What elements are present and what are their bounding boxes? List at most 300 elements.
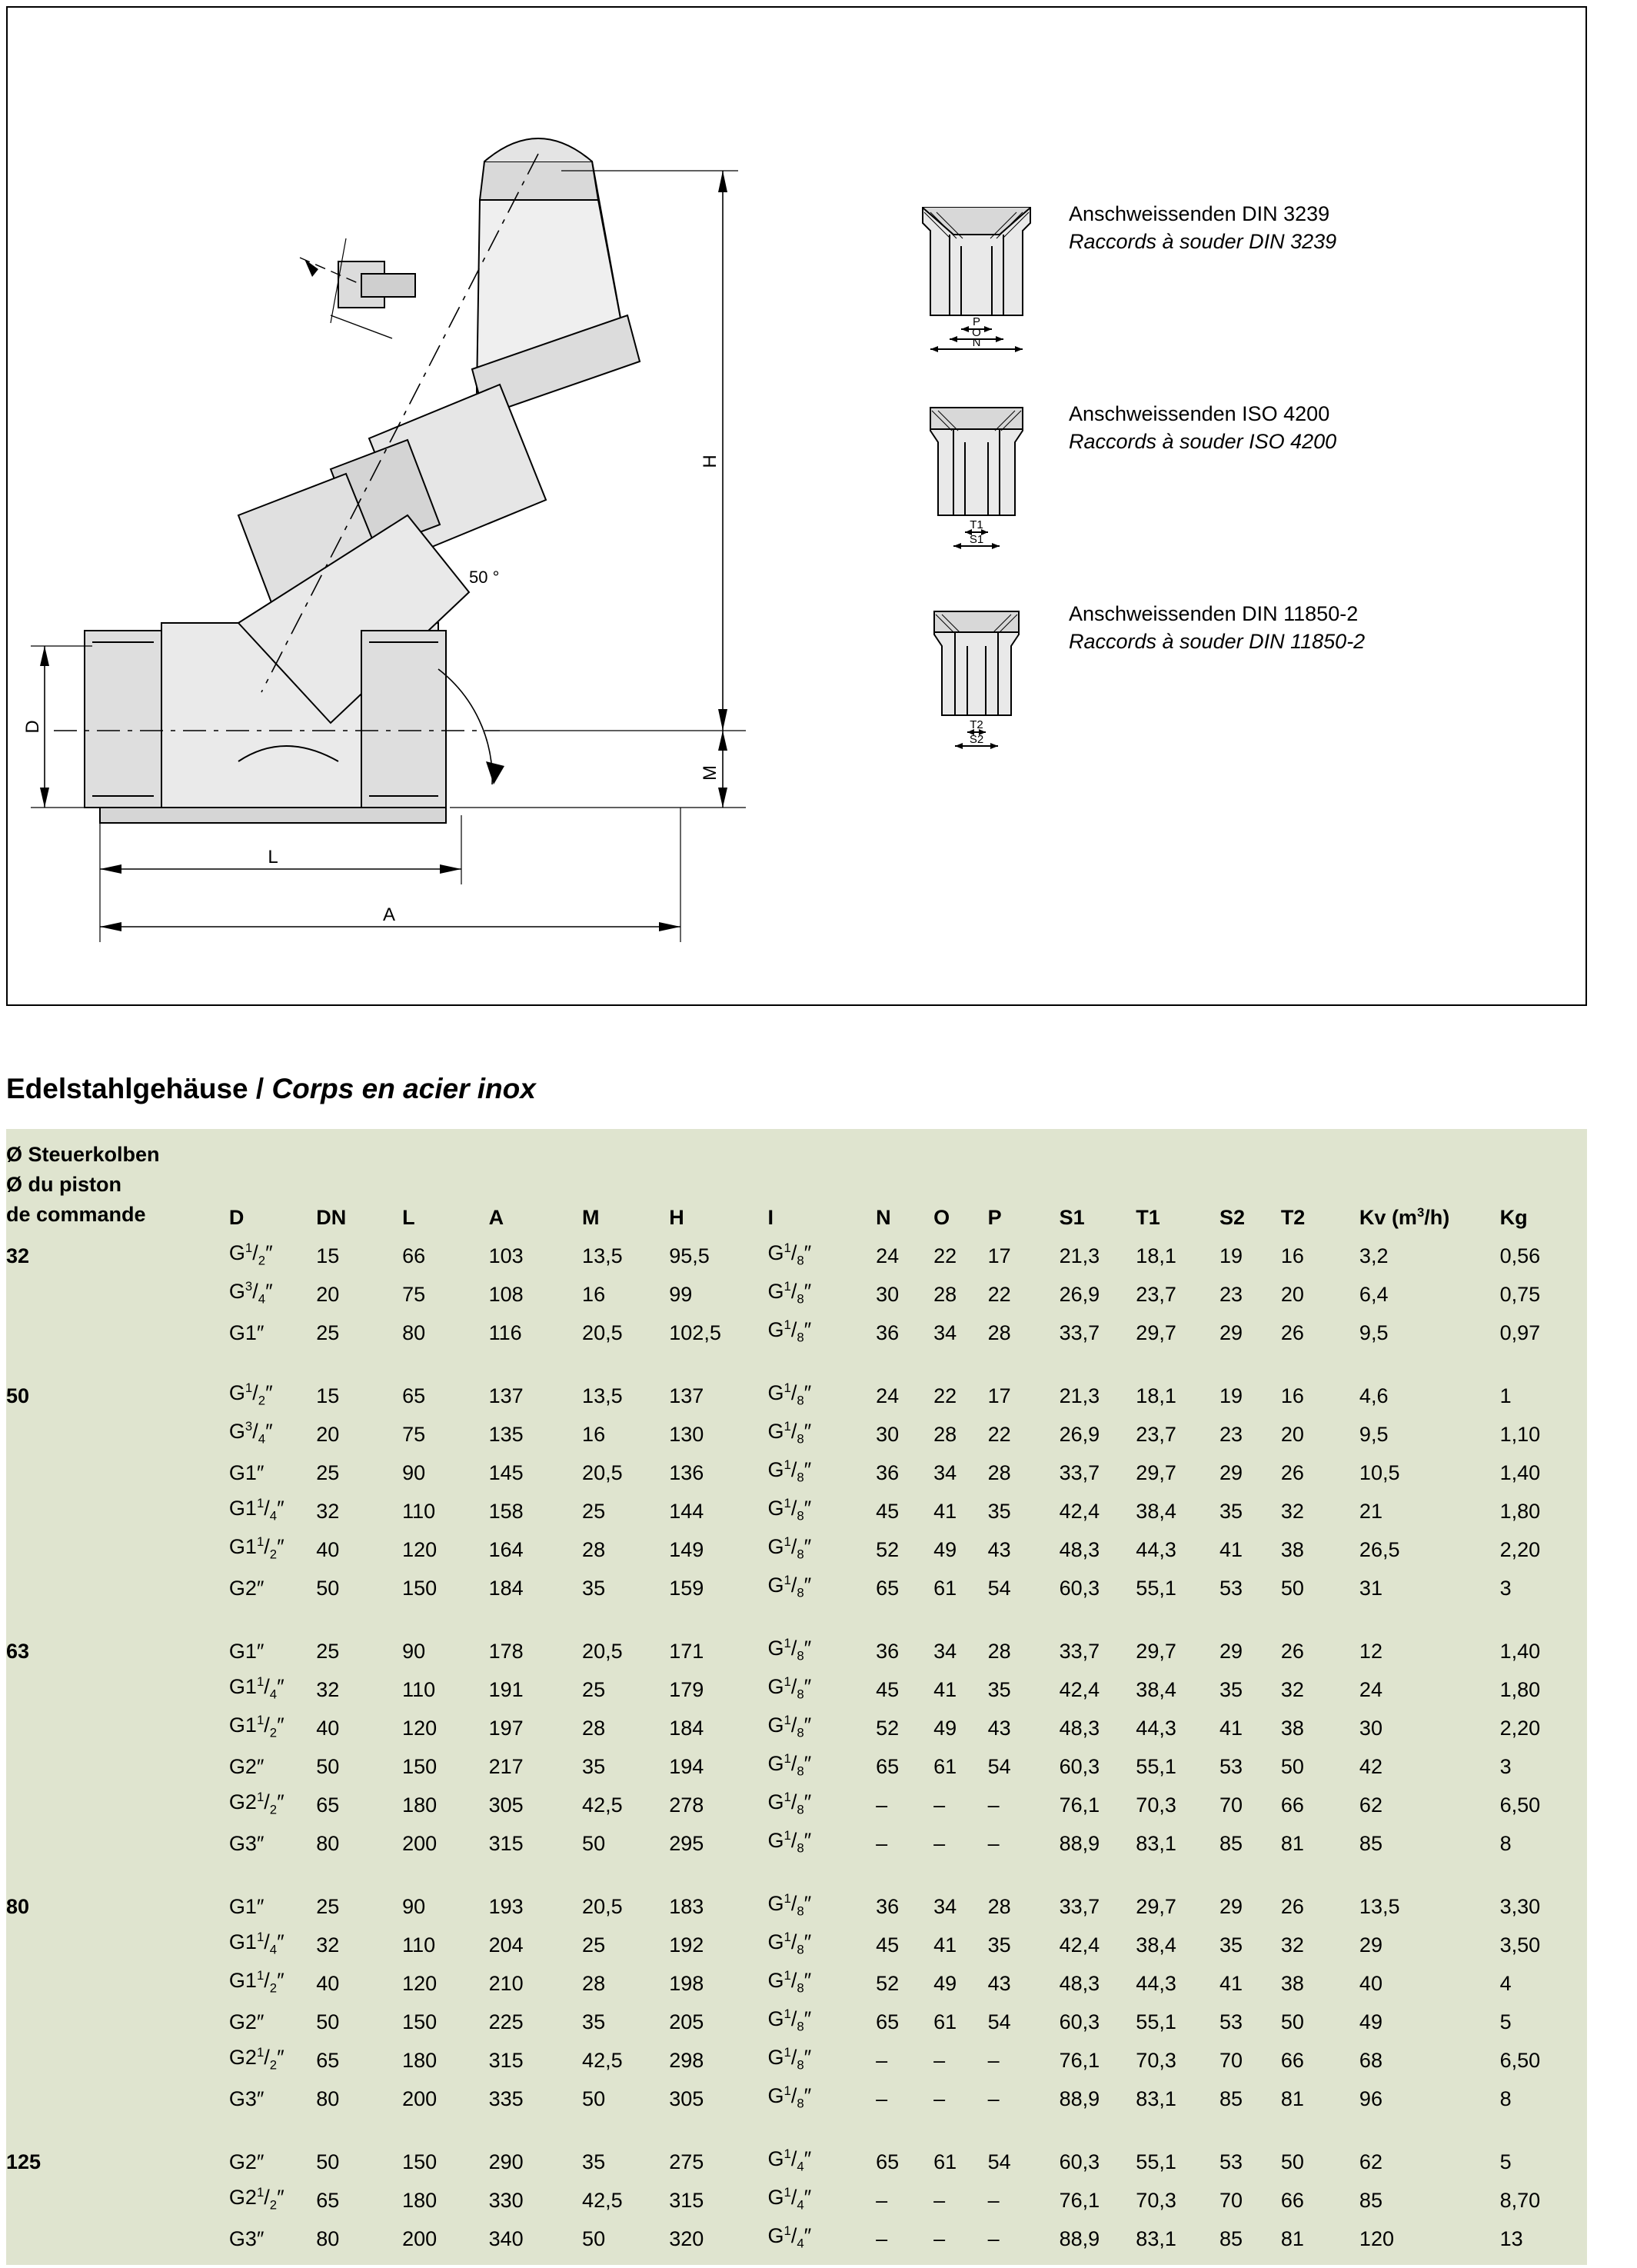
dim-N-label: N	[972, 336, 981, 349]
cell-N: –	[876, 2087, 888, 2111]
cell-Kv: 42	[1359, 1755, 1382, 1779]
table-row	[6, 1779, 1587, 1817]
cell-L: 180	[402, 2049, 438, 2073]
table-row	[6, 1562, 1587, 1600]
cell-T2: 38	[1280, 1717, 1304, 1740]
cell-Kv: 9,5	[1359, 1423, 1389, 1447]
cell-O: 34	[933, 1461, 957, 1485]
piston-group-empty	[6, 1702, 229, 1740]
cell-Kv: 62	[1359, 2150, 1382, 2174]
cell-D: G2″	[228, 2150, 265, 2174]
cell-A: 315	[488, 1832, 524, 1856]
cell-H: 130	[669, 1423, 704, 1447]
piston-group-empty	[6, 1524, 229, 1562]
dim-M-label: M	[700, 765, 720, 781]
cell-S1: 26,9	[1059, 1423, 1100, 1447]
cell-S2: 41	[1219, 1717, 1243, 1740]
table-row	[6, 1408, 1587, 1447]
cell-DN: 50	[316, 2150, 340, 2174]
piston-group-empty	[6, 1408, 229, 1447]
cell-Kv: 85	[1359, 2189, 1382, 2213]
dim-H-label: H	[700, 455, 720, 468]
cell-P: 28	[987, 1640, 1011, 1664]
cell-M: 42,5	[582, 1793, 623, 1817]
cell-P: 28	[987, 1461, 1011, 1485]
table-row	[6, 1817, 1587, 1856]
cell-Kg: 1,80	[1499, 1500, 1541, 1524]
cell-O: 28	[933, 1283, 957, 1307]
cell-P: –	[987, 2087, 1000, 2111]
cell-DN: 80	[316, 2227, 340, 2251]
piston-group-empty	[6, 1485, 229, 1524]
cell-D: G1″	[228, 1461, 265, 1485]
cell-S1: 26,9	[1059, 1283, 1100, 1307]
cell-N: 65	[876, 2150, 900, 2174]
cell-Kg: 2,20	[1499, 1717, 1541, 1740]
piston-group-empty	[6, 1919, 229, 1957]
cell-DN: 32	[316, 1678, 340, 1702]
cell-P: –	[987, 2049, 1000, 2073]
cell-D: $G1^1/_4''$	[228, 1930, 284, 1957]
cell-DN: 15	[316, 1384, 340, 1408]
cell-A: 103	[488, 1244, 524, 1268]
table-row	[6, 1996, 1587, 2034]
cell-S2: 35	[1219, 1678, 1243, 1702]
piston-head-line2: Ø du piston	[6, 1173, 121, 1197]
cell-P: 22	[987, 1283, 1011, 1307]
cell-L: 150	[402, 1755, 438, 1779]
piston-group-empty	[6, 2034, 229, 2073]
cell-S2: 29	[1219, 1461, 1243, 1485]
cell-T2: 32	[1280, 1933, 1304, 1957]
cell-I: $G^1/_8''$	[767, 1496, 812, 1524]
cell-H: 179	[669, 1678, 704, 1702]
cell-N: 36	[876, 1461, 900, 1485]
cell-T2: 66	[1280, 2189, 1304, 2213]
cell-S2: 41	[1219, 1538, 1243, 1562]
weld-end-din-3239-figure	[907, 200, 1046, 354]
cell-L: 110	[402, 1678, 436, 1702]
piston-group-empty	[6, 1779, 229, 1817]
cell-P: 17	[987, 1384, 1011, 1408]
cell-Kg: 6,50	[1499, 1793, 1541, 1817]
piston-group-empty	[6, 2174, 229, 2213]
cell-P: 28	[987, 1321, 1011, 1345]
cell-S2: 70	[1219, 2049, 1243, 2073]
cell-DN: 32	[316, 1500, 340, 1524]
cell-I: $G^1/_4''$	[767, 2223, 812, 2251]
cell-DN: 65	[316, 2049, 340, 2073]
cell-A: 290	[488, 2150, 524, 2174]
cell-L: 150	[402, 2010, 438, 2034]
cell-S2: 23	[1219, 1283, 1243, 1307]
cell-T1: 29,7	[1136, 1461, 1176, 1485]
legend-label-de: Anschweissenden DIN 3239	[1069, 202, 1330, 225]
cell-T1: 18,1	[1136, 1384, 1176, 1408]
cell-S1: 60,3	[1059, 1577, 1100, 1600]
cell-O: 34	[933, 1895, 957, 1919]
cell-T2: 50	[1280, 1577, 1304, 1600]
cell-DN: 25	[316, 1640, 340, 1664]
cell-D: G3″	[228, 2227, 265, 2251]
col-header-H: H	[669, 1206, 684, 1230]
section-title-fr: Corps en acier inox	[271, 1073, 536, 1104]
cell-DN: 65	[316, 1793, 340, 1817]
cell-I: $G^1/_8''$	[767, 2083, 812, 2111]
table-row	[6, 1370, 1587, 1408]
cell-H: 183	[669, 1895, 704, 1919]
cell-N: 30	[876, 1423, 900, 1447]
cell-N: 24	[876, 1384, 900, 1408]
legend-label-fr: Raccords à souder DIN 3239	[1069, 230, 1337, 254]
cell-L: 66	[402, 1244, 426, 1268]
cell-P: 43	[987, 1717, 1011, 1740]
cell-A: 184	[488, 1577, 524, 1600]
legend-label-fr: Raccords à souder DIN 11850-2	[1069, 630, 1366, 654]
cell-P: 17	[987, 1244, 1011, 1268]
cell-S2: 85	[1219, 1832, 1243, 1856]
cell-O: 22	[933, 1244, 957, 1268]
legend-text	[1069, 600, 1561, 656]
cell-D: G2″	[228, 1755, 265, 1779]
cell-I: $G^1/_8''$	[767, 2007, 812, 2034]
dim-P-label: P	[972, 315, 981, 328]
cell-T2: 38	[1280, 1538, 1304, 1562]
cell-O: –	[933, 1793, 946, 1817]
cell-DN: 50	[316, 1755, 340, 1779]
cell-P: 54	[987, 2150, 1011, 2174]
cell-S1: 88,9	[1059, 1832, 1100, 1856]
col-header-S1: S1	[1059, 1206, 1085, 1230]
cell-L: 75	[402, 1423, 426, 1447]
weld-end-iso-4200-figure	[907, 400, 1046, 554]
col-header-DN: DN	[316, 1206, 347, 1230]
cell-S2: 53	[1219, 1577, 1243, 1600]
cell-Kg: 8,70	[1499, 2189, 1541, 2213]
cell-H: 95,5	[669, 1244, 710, 1268]
col-header-Kv: Kv $(m^3/h)$	[1359, 1205, 1450, 1230]
cell-L: 180	[402, 1793, 438, 1817]
cell-D: G3″	[228, 2087, 265, 2111]
cell-H: 144	[669, 1500, 704, 1524]
cell-T1: 55,1	[1136, 1755, 1176, 1779]
cell-O: 61	[933, 2010, 957, 2034]
cell-D: $G1^1/_2''$	[228, 1534, 284, 1562]
cell-H: 305	[669, 2087, 704, 2111]
cell-A: 145	[488, 1461, 524, 1485]
cell-DN: 32	[316, 1933, 340, 1957]
cell-S1: 60,3	[1059, 1755, 1100, 1779]
cell-H: 320	[669, 2227, 704, 2251]
cell-T1: 23,7	[1136, 1283, 1176, 1307]
cell-N: –	[876, 2049, 888, 2073]
cell-M: 35	[582, 1577, 606, 1600]
cell-Kv: 30	[1359, 1717, 1382, 1740]
cell-Kv: 3,2	[1359, 1244, 1389, 1268]
cell-Kv: 49	[1359, 2010, 1382, 2034]
piston-group-empty	[6, 2073, 229, 2111]
cell-N: –	[876, 2189, 888, 2213]
cell-L: 75	[402, 1283, 426, 1307]
cell-T1: 23,7	[1136, 1423, 1176, 1447]
cell-H: 192	[669, 1933, 704, 1957]
cell-Kv: 6,4	[1359, 1283, 1389, 1307]
cell-L: 180	[402, 2189, 438, 2213]
cell-I: $G^1/_8''$	[767, 1534, 812, 1562]
col-header-T1: T1	[1136, 1206, 1160, 1230]
cell-N: 65	[876, 1577, 900, 1600]
cell-M: 20,5	[582, 1461, 623, 1485]
dim-L-label: L	[268, 847, 278, 868]
cell-I: $G^1/_8''$	[767, 1828, 812, 1856]
cell-Kv: 4,6	[1359, 1384, 1389, 1408]
cell-T2: 81	[1280, 2087, 1304, 2111]
cell-D: $G2^1/_2''$	[228, 1790, 284, 1817]
cell-M: 16	[582, 1423, 606, 1447]
dim-O-label: O	[972, 326, 981, 339]
cell-I: $G^1/_4''$	[767, 2146, 812, 2174]
cell-D: G2″	[228, 2010, 265, 2034]
cell-H: 275	[669, 2150, 704, 2174]
cell-H: 99	[669, 1283, 693, 1307]
cell-S2: 85	[1219, 2087, 1243, 2111]
cell-H: 295	[669, 1832, 704, 1856]
cell-Kg: 1,10	[1499, 1423, 1541, 1447]
table-row	[6, 1880, 1587, 1919]
cell-DN: 20	[316, 1283, 340, 1307]
table-row	[6, 1307, 1587, 1345]
cell-D: $G^1/_2''$	[228, 1380, 273, 1408]
cell-DN: 50	[316, 1577, 340, 1600]
legend-row	[907, 200, 1569, 400]
cell-M: 28	[582, 1538, 606, 1562]
legend-label-de: Anschweissenden ISO 4200	[1069, 402, 1330, 425]
table-row	[6, 2213, 1587, 2251]
cell-A: 217	[488, 1755, 524, 1779]
cell-L: 110	[402, 1500, 436, 1524]
cell-P: 43	[987, 1538, 1011, 1562]
piston-group-empty	[6, 1307, 229, 1345]
cell-Kv: 85	[1359, 1832, 1382, 1856]
cell-T2: 26	[1280, 1895, 1304, 1919]
cell-D: G3″	[228, 1832, 265, 1856]
cell-N: 36	[876, 1640, 900, 1664]
cell-M: 20,5	[582, 1321, 623, 1345]
cell-P: 54	[987, 1755, 1011, 1779]
cell-A: 135	[488, 1423, 524, 1447]
cell-T2: 32	[1280, 1500, 1304, 1524]
cell-O: –	[933, 1832, 946, 1856]
piston-group-label: 50	[6, 1384, 30, 1408]
cell-S2: 29	[1219, 1640, 1243, 1664]
piston-group-empty	[6, 1740, 229, 1779]
cell-O: –	[933, 2189, 946, 2213]
dim-D-label: D	[22, 720, 43, 734]
piston-group-empty	[6, 1996, 229, 2034]
cell-S1: 76,1	[1059, 2049, 1100, 2073]
cell-D: $G^3/_4''$	[228, 1279, 273, 1307]
cell-N: –	[876, 2227, 888, 2251]
cell-Kv: 40	[1359, 1972, 1382, 1996]
cell-S1: 76,1	[1059, 1793, 1100, 1817]
cell-A: 335	[488, 2087, 524, 2111]
cell-M: 50	[582, 1832, 606, 1856]
cell-Kv: 31	[1359, 1577, 1382, 1600]
cell-O: 49	[933, 1538, 957, 1562]
cell-S2: 53	[1219, 2150, 1243, 2174]
cell-Kg: 3,50	[1499, 1933, 1541, 1957]
cell-S2: 53	[1219, 1755, 1243, 1779]
cell-I: $G^1/_8''$	[767, 1380, 812, 1408]
col-header-Kg: Kg	[1499, 1206, 1528, 1230]
cell-A: 340	[488, 2227, 524, 2251]
table-row	[6, 1957, 1587, 1996]
col-header-S2: S2	[1219, 1206, 1246, 1230]
dim-T1-label: T1	[970, 518, 983, 531]
table-header-row	[6, 1140, 1587, 1230]
table-row	[6, 1230, 1587, 1268]
cell-Kg: 8	[1499, 2087, 1512, 2111]
cell-T2: 20	[1280, 1423, 1304, 1447]
cell-DN: 40	[316, 1538, 340, 1562]
cell-H: 278	[669, 1793, 704, 1817]
cell-N: 36	[876, 1895, 900, 1919]
cell-Kg: 3	[1499, 1755, 1512, 1779]
cell-P: 54	[987, 2010, 1011, 2034]
cell-D: $G2^1/_2''$	[228, 2045, 284, 2073]
cell-P: –	[987, 1832, 1000, 1856]
cell-S1: 33,7	[1059, 1640, 1100, 1664]
col-header-O: O	[933, 1206, 950, 1230]
table-row	[6, 1485, 1587, 1524]
legend-text	[1069, 200, 1561, 256]
cell-O: 49	[933, 1717, 957, 1740]
cell-P: –	[987, 1793, 1000, 1817]
cell-DN: 25	[316, 1321, 340, 1345]
cell-P: 35	[987, 1678, 1011, 1702]
cell-H: 159	[669, 1577, 704, 1600]
cell-Kv: 26,5	[1359, 1538, 1400, 1562]
cell-A: 204	[488, 1933, 524, 1957]
cell-Kv: 21	[1359, 1500, 1382, 1524]
cell-T1: 29,7	[1136, 1321, 1176, 1345]
piston-group-empty	[6, 1268, 229, 1307]
cell-Kv: 120	[1359, 2227, 1394, 2251]
cell-A: 210	[488, 1972, 524, 1996]
piston-group-label: 80	[6, 1895, 30, 1919]
cell-A: 178	[488, 1640, 524, 1664]
cell-O: 41	[933, 1678, 957, 1702]
cell-Kv: 13,5	[1359, 1895, 1400, 1919]
cell-N: 45	[876, 1500, 900, 1524]
cell-L: 65	[402, 1384, 426, 1408]
cell-A: 158	[488, 1500, 524, 1524]
table-group-spacer	[6, 1856, 1587, 1880]
cell-L: 90	[402, 1895, 426, 1919]
spec-table-head	[6, 1140, 1587, 1230]
cell-S1: 21,3	[1059, 1384, 1100, 1408]
cell-Kg: 0,56	[1499, 1244, 1541, 1268]
cell-I: $G^1/_8''$	[767, 1713, 812, 1740]
cell-S1: 88,9	[1059, 2087, 1100, 2111]
cell-N: 36	[876, 1321, 900, 1345]
cell-A: 330	[488, 2189, 524, 2213]
cell-T1: 38,4	[1136, 1500, 1176, 1524]
cell-H: 194	[669, 1755, 704, 1779]
cell-Kg: 13	[1499, 2227, 1523, 2251]
cell-H: 205	[669, 2010, 704, 2034]
cell-Kg: 8	[1499, 1832, 1512, 1856]
cell-M: 35	[582, 2150, 606, 2174]
cell-T2: 16	[1280, 1384, 1304, 1408]
cell-L: 120	[402, 1538, 438, 1562]
col-header-A: A	[488, 1206, 504, 1230]
piston-group-label: 125	[6, 2150, 42, 2174]
cell-Kv: 96	[1359, 2087, 1382, 2111]
cell-S1: 48,3	[1059, 1538, 1100, 1562]
cell-N: 45	[876, 1678, 900, 1702]
cell-S1: 76,1	[1059, 2189, 1100, 2213]
dim-S1-label: S1	[969, 533, 984, 546]
cell-O: 34	[933, 1321, 957, 1345]
cell-T2: 50	[1280, 2010, 1304, 2034]
cell-M: 42,5	[582, 2049, 623, 2073]
cell-I: $G^1/_8''$	[767, 1573, 812, 1600]
piston-head-line1: Ø Steuerkolben	[6, 1143, 160, 1166]
cell-P: –	[987, 2189, 1000, 2213]
cell-I: $G^1/_8''$	[767, 1751, 812, 1779]
cell-S1: 48,3	[1059, 1717, 1100, 1740]
cell-D: G1″	[228, 1895, 265, 1919]
cell-M: 20,5	[582, 1895, 623, 1919]
cell-M: 16	[582, 1283, 606, 1307]
cell-Kg: 3	[1499, 1577, 1512, 1600]
cell-S2: 70	[1219, 1793, 1243, 1817]
cell-I: $G^1/_8''$	[767, 1317, 812, 1345]
cell-T2: 26	[1280, 1461, 1304, 1485]
cell-L: 200	[402, 1832, 438, 1856]
cell-A: 164	[488, 1538, 524, 1562]
table-group-spacer	[6, 2111, 1587, 2136]
cell-D: $G2^1/_2''$	[228, 2185, 284, 2213]
table-row	[6, 1702, 1587, 1740]
cell-N: 52	[876, 1972, 900, 1996]
cell-M: 28	[582, 1717, 606, 1740]
cell-T1: 44,3	[1136, 1972, 1176, 1996]
col-header-D: D	[228, 1206, 245, 1230]
cell-A: 305	[488, 1793, 524, 1817]
cell-A: 116	[488, 1321, 522, 1345]
cell-Kg: 0,97	[1499, 1321, 1541, 1345]
cell-T1: 55,1	[1136, 2010, 1176, 2034]
cell-T2: 20	[1280, 1283, 1304, 1307]
cell-A: 197	[488, 1717, 524, 1740]
cell-T1: 38,4	[1136, 1933, 1176, 1957]
cell-P: 35	[987, 1500, 1011, 1524]
cell-L: 150	[402, 2150, 438, 2174]
piston-group-empty	[6, 1664, 229, 1702]
cell-S1: 33,7	[1059, 1321, 1100, 1345]
cell-S2: 35	[1219, 1933, 1243, 1957]
col-header-N: N	[876, 1206, 891, 1230]
cell-T2: 66	[1280, 2049, 1304, 2073]
cell-D: G2″	[228, 1577, 265, 1600]
cell-N: 45	[876, 1933, 900, 1957]
cell-T1: 44,3	[1136, 1538, 1176, 1562]
cell-O: 61	[933, 1577, 957, 1600]
cell-A: 225	[488, 2010, 524, 2034]
cell-DN: 20	[316, 1423, 340, 1447]
